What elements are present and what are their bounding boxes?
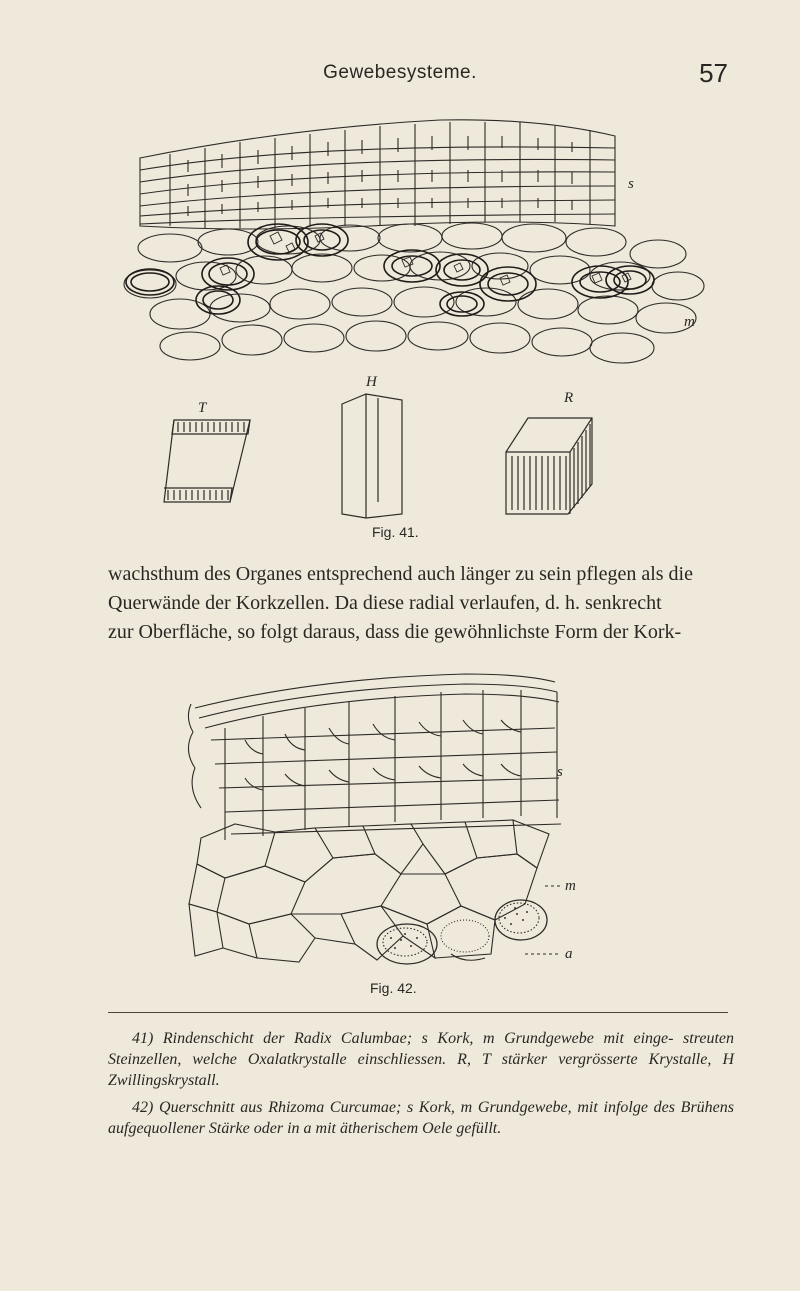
- body-line: zur Oberfläche, so folgt daraus, dass die gewöhnlichste Form der Kork-: [108, 621, 682, 643]
- footnote-41: 41) Rindenschicht der Radix Calumbae; s Kork, m Grundgewebe mit einge- streuten Steinzellen, welche Oxalatkrystalle einschliessen. R, T stärker vergrösserte Krystalle, H Zwillingskrystall.: [108, 1030, 734, 1089]
- figure-42-cell-drawing: [165, 668, 635, 968]
- figure-42-caption: Fig. 42.: [370, 980, 417, 996]
- fig41-label-H: H: [366, 374, 377, 390]
- fig41-label-T: T: [198, 400, 207, 416]
- footnote-divider: [108, 1012, 728, 1013]
- fig42-label-s: s: [557, 764, 563, 780]
- fig42-label-m: m: [565, 878, 576, 894]
- fig41-label-R: R: [564, 390, 574, 406]
- figure-41-caption: Fig. 41.: [372, 524, 419, 540]
- fig42-label-a: a: [565, 946, 573, 962]
- running-title: Gewebesysteme.: [323, 62, 477, 83]
- body-paragraph: [108, 560, 728, 647]
- page-header: [0, 60, 800, 90]
- body-line: Querwände der Korkzellen. Da diese radial verlaufen, d. h. senkrecht: [108, 592, 662, 614]
- footnote-42: 42) Querschnitt aus Rhizoma Curcumae; s Kork, m Grundgewebe, mit infolge des Brühens aufgequollener Stärke oder in a mit ätherischem Oele gefüllt.: [108, 1099, 734, 1137]
- fig41-label-m: m: [684, 314, 695, 330]
- figure-footnotes: [108, 1028, 734, 1145]
- fig41-label-s: s: [628, 176, 634, 192]
- page-number: 57: [699, 58, 728, 88]
- figure-41-crystals: [160, 372, 640, 522]
- figure-41-cell-drawing: [110, 108, 710, 378]
- body-line: wachsthum des Organes entsprechend auch länger zu sein pflegen als die: [108, 563, 693, 585]
